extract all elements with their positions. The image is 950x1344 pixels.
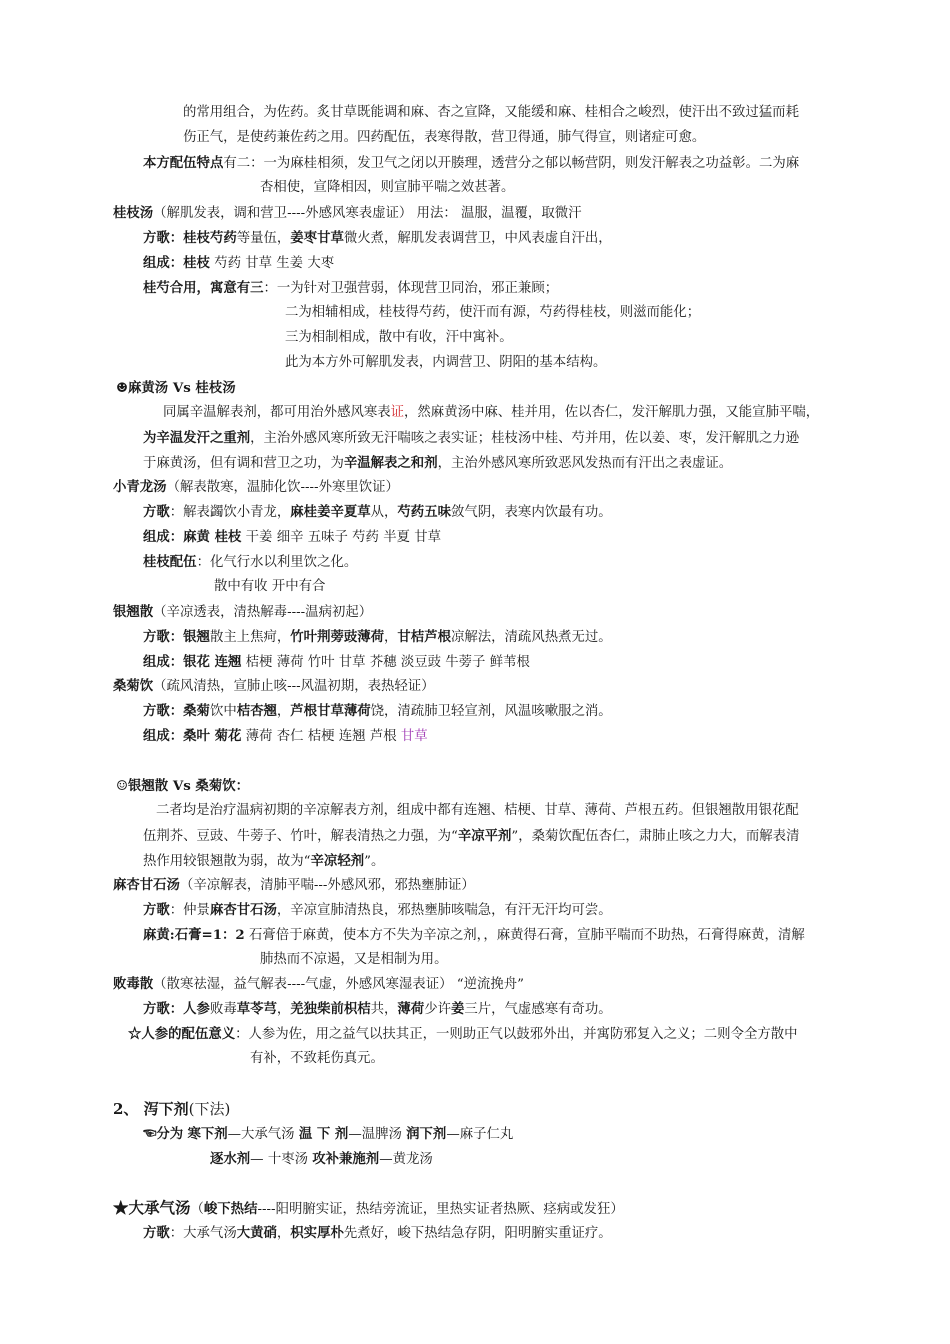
- renshen-line1: [128, 1024, 798, 1045]
- text-segment: 伍荆芥、豆豉、牛蒡子、竹叶，解表清热之力强，为“: [143, 829, 458, 844]
- text-segment: 辛温解表之和剂: [343, 455, 438, 471]
- text-segment: （: [190, 1202, 204, 1217]
- text-segment: ，: [276, 704, 291, 719]
- text-segment: 逐水剂: [210, 1151, 251, 1167]
- text-segment: — 十枣汤: [250, 1152, 313, 1167]
- vs2-line3: [143, 851, 384, 872]
- text-segment: 二者均是治疗温病初期的辛凉解表方剂，组成中都有连翘、桔梗、甘草、薄荷、芦根五药。但银翘散用银花配: [156, 803, 799, 818]
- baidu-fangge: [143, 999, 612, 1020]
- yinqiao-fangge: [143, 627, 612, 648]
- text-segment: ，主治外感风寒所致恶风发热而有汗出之表虚证。: [437, 456, 733, 471]
- text-segment: 银翘散: [113, 604, 154, 620]
- text-segment: 方歌：人参: [143, 1001, 210, 1017]
- text-segment: 小青龙汤: [113, 479, 167, 495]
- text-segment: 姜枣甘草: [290, 230, 344, 246]
- text-segment: 峻下热结: [203, 1201, 258, 1217]
- text-segment: 散中有收 开中有合: [214, 579, 326, 594]
- xiaoqinglong-peiwu2: [214, 577, 325, 597]
- text-segment: 组成：桂枝: [143, 255, 210, 271]
- text-segment: ，: [276, 1226, 291, 1241]
- text-segment: 薄荷: [397, 1001, 425, 1017]
- xiaoqinglong-peiwu1: [143, 552, 357, 573]
- text-segment: 微火煮，解肌发表调营卫，中风表虚自汗出，: [343, 231, 612, 246]
- text-segment: 散主上焦疴，: [209, 630, 291, 645]
- vs1-line2: [143, 428, 799, 449]
- mahuang-note-line2: [183, 128, 705, 148]
- text-segment: 麻杏甘石汤: [113, 877, 180, 893]
- text-segment: 寒下剂: [187, 1126, 228, 1142]
- vs2-line2: [143, 826, 799, 847]
- text-segment: 枳实厚朴: [290, 1225, 344, 1241]
- text-segment: ”，桑菊饮配伍杏仁，肃肺止咳之力大，而解表清: [511, 829, 800, 844]
- guishao-line1: [143, 278, 558, 299]
- text-segment: 姜: [450, 1001, 465, 1017]
- text-segment: 攻补兼施剂: [312, 1151, 380, 1167]
- text-segment: 干姜 细辛 五味子 芍药 半夏 甘草: [241, 530, 442, 545]
- text-segment: ：大承气汤: [169, 1226, 237, 1241]
- xiaoqinglong-title: [113, 477, 399, 498]
- xiaxie-section-title: [113, 1099, 230, 1119]
- text-segment: 石膏倍于麻黄，使本方不失为辛凉之剂，，麻黄得石膏，宣肺平喘而不助热，石膏得麻黄，清解: [244, 928, 805, 943]
- text-segment: ：化气行水以利里饮之化。: [196, 555, 358, 570]
- text-segment: 肺热而不凉遏，又是相制为用。: [260, 952, 448, 967]
- text-segment: 桂枝汤: [113, 205, 154, 221]
- baidu-title: [113, 974, 524, 995]
- text-segment: 的常用组合，为佐药。炙甘草既能调和麻、杏之宣降，又能缓和麻、桂相合之峻烈，使汗出不致过猛而耗: [183, 105, 799, 120]
- text-segment: ：人参为佐，用之益气以扶其正，一则助正气以鼓邪外出，并寓防邪复入之义；二则令全方散中: [235, 1027, 798, 1042]
- text-segment: 本方配伍特点: [143, 155, 224, 171]
- text-segment: —麻子仁丸: [446, 1127, 514, 1142]
- text-segment: 方歌：桑菊: [143, 703, 210, 719]
- text-segment: 桔杏翘: [236, 703, 277, 719]
- text-segment: 此为本方外可解肌发表，内调营卫、阴阳的基本结构。: [285, 355, 607, 370]
- text-segment: 竹叶荆蒡豉薄荷: [290, 629, 385, 645]
- text-segment: 同属辛温解表剂，都可用治外感风寒表: [163, 405, 391, 420]
- text-segment: 为辛温发汗之重剂: [143, 430, 251, 446]
- text-segment: 辛凉轻剂: [310, 853, 365, 869]
- text-segment: 润下剂: [406, 1126, 447, 1142]
- text-segment: 方歌: [143, 1225, 170, 1241]
- guishao-line3: [285, 328, 513, 348]
- text-segment: —大承气汤: [227, 1127, 299, 1142]
- text-segment: （散寒祛湿，益气解表----气虚，外感风寒湿表证） “逆流挽舟”: [153, 977, 524, 992]
- text-segment: （疏风清热，宣肺止咳---风温初期，表热轻证）: [153, 679, 435, 694]
- text-segment: 甘草: [400, 729, 428, 744]
- vs2-line1: [156, 801, 799, 821]
- text-segment: ☺银翘散 Vs 桑菊饮：: [116, 778, 249, 794]
- text-segment: 辛凉平剂: [457, 828, 512, 844]
- text-segment: 组成：桑叶 菊花: [143, 728, 242, 744]
- text-segment: ，辛凉宣肺清热良，邪热壅肺咳喘急，有汗无汗均可尝。: [276, 903, 612, 918]
- text-segment: ☆人参的配伍意义: [128, 1026, 236, 1042]
- text-segment: ：一为针对卫强营弱，体现营卫同治，邪正兼顾；: [263, 281, 559, 296]
- yinqiao-zucheng: [143, 652, 530, 673]
- maxing-ratio-line1: [143, 925, 805, 946]
- text-segment: 方歌：银翘: [143, 629, 210, 645]
- maxing-ratio-line2: [260, 950, 447, 970]
- text-segment: 二为相辅相成，桂枝得芍药，使汗而有源，芍药得桂枝，则滋而能化；: [285, 305, 701, 320]
- text-segment: 凉解法，清疏风热煮无过。: [450, 630, 612, 645]
- text-segment: 方歌: [143, 504, 170, 520]
- renshen-line2: [250, 1049, 384, 1069]
- sangju-title: [113, 676, 435, 697]
- text-segment: —黄龙汤: [379, 1152, 433, 1167]
- text-segment: ，: [276, 1002, 291, 1017]
- text-segment: 芍药 甘草 生姜 大枣: [209, 256, 335, 271]
- text-segment: 草苓芎: [236, 1001, 277, 1017]
- mahuang-note-line1: [183, 103, 799, 123]
- text-segment: 饶，清疏肺卫轻宣剂，风温咳嗽服之消。: [370, 704, 612, 719]
- text-segment: 芦根甘草薄荷: [290, 703, 371, 719]
- maxing-title: [113, 875, 475, 896]
- text-segment: 组成：银花 连翘: [143, 654, 242, 670]
- text-segment: 杏相使，宣降相因，则宣肺平喘之效甚著。: [260, 180, 515, 195]
- text-segment: （解表散寒，温肺化饮----外寒里饮证）: [166, 480, 399, 495]
- text-segment: 等量伍，: [236, 231, 291, 246]
- text-segment: （辛凉透表，清热解毒----温病初起）: [153, 605, 373, 620]
- vs1-line1: [163, 403, 819, 423]
- maxing-fangge: [143, 900, 612, 921]
- text-segment: 麻桂姜辛夏草: [290, 504, 371, 520]
- text-segment: 败毒散: [113, 976, 154, 992]
- text-segment: 有二：一为麻桂相须，发卫气之闭以开腠理，透营分之郁以畅营阴，则发汗解表之功益彰。二为麻: [223, 156, 800, 171]
- text-segment: 共，: [370, 1002, 398, 1017]
- text-segment: 桔梗 薄荷 竹叶 甘草 芥穗 淡豆豉 牛蒡子 鲜苇根: [241, 655, 530, 670]
- text-segment: 羌独柴前枳桔: [290, 1001, 371, 1017]
- text-segment: 先煮好，峻下热结急存阴，阳明腑实重证疗。: [343, 1226, 612, 1241]
- text-segment: 麻黄:石膏=1：2: [143, 927, 245, 943]
- text-segment: 桂芍合用，寓意有三: [143, 280, 264, 296]
- text-segment: 三片，气虚感寒有奇功。: [464, 1002, 612, 1017]
- text-segment: 桑菊饮: [113, 678, 154, 694]
- text-segment: ：解表蠲饮小青龙，: [169, 505, 291, 520]
- dachengqi-title: [113, 1198, 624, 1220]
- yinqiao-title: [113, 602, 372, 623]
- text-segment: ☻麻黄汤 Vs 桂枝汤: [116, 380, 236, 396]
- guishao-line4: [285, 353, 606, 373]
- text-segment: 组成：麻黄 桂枝: [143, 529, 242, 545]
- text-segment: 于麻黄汤，但有调和营卫之功，为: [143, 456, 344, 471]
- text-segment: （辛凉解表，清肺平喘---外感风邪，邪热壅肺证）: [179, 878, 475, 893]
- yinqiao-vs-sangju-title: [116, 776, 249, 797]
- text-segment: 2、 泻下剂: [113, 1100, 189, 1118]
- text-segment: 热作用较银翘散为弱，故为“: [143, 854, 311, 869]
- text-segment: 三为相制相成，散中有收，汗中寓补。: [285, 330, 513, 345]
- guizhi-title: [113, 203, 582, 224]
- text-segment: 芍药五味: [397, 504, 451, 520]
- text-segment: 方歌：桂枝芍药: [143, 230, 237, 246]
- text-segment: 大黄硝: [236, 1225, 277, 1241]
- text-segment: 敛气阴，表寒内饮最有功。: [450, 505, 612, 520]
- text-segment: 桂枝配伍: [143, 554, 197, 570]
- peiwu-tedian-line1: [143, 153, 799, 174]
- text-segment: 温 下 剂: [298, 1126, 349, 1142]
- text-segment: 败毒: [209, 1002, 237, 1017]
- guizhi-fangge: [143, 228, 612, 249]
- text-segment: （解肌发表，调和营卫----外感风寒表虚证） 用法： 温服，温覆，取微汗: [153, 206, 582, 221]
- text-segment: ★大承气汤: [113, 1198, 191, 1217]
- text-segment: ：仲景: [169, 903, 210, 918]
- text-segment: (下法): [188, 1100, 231, 1118]
- peiwu-tedian-line2: [260, 178, 514, 198]
- text-segment: 麻杏甘石汤: [209, 902, 277, 918]
- xiaoqinglong-zucheng: [143, 527, 441, 548]
- text-segment: 方歌: [143, 902, 170, 918]
- xiaxie-fenwei-1: [143, 1124, 513, 1145]
- xiaoqinglong-fangge: [143, 502, 612, 523]
- text-segment: 有补，不致耗伤真元。: [250, 1051, 384, 1066]
- text-segment: ”。: [364, 854, 385, 869]
- text-segment: ，主治外感风寒所致无汗喘咳之表实证；桂枝汤中桂、芍并用，佐以姜、枣，发汗解肌之力逊: [250, 431, 800, 446]
- vs1-line3: [143, 453, 732, 474]
- text-segment: ----阳明腑实证，热结旁流证，里热实证者热厥、痉病或发狂）: [257, 1202, 624, 1217]
- text-segment: 饮中: [209, 704, 237, 719]
- text-segment: ，然麻黄汤中麻、桂并用，佐以杏仁，发汗解肌力强，又能宣肺平喘，: [404, 405, 820, 420]
- text-segment: 证: [390, 405, 405, 420]
- text-segment: 薄荷 杏仁 桔梗 连翘 芦根: [241, 729, 401, 744]
- text-segment: 少许: [424, 1002, 451, 1017]
- text-segment: 伤正气，是使药兼佐药之用。四药配伍，表寒得散，营卫得通，肺气得宣，则诸症可愈。: [183, 130, 706, 145]
- xiaxie-fenwei-2: [210, 1149, 433, 1170]
- text-segment: ☜分为: [143, 1126, 184, 1142]
- text-segment: ，: [384, 630, 398, 645]
- mahuang-vs-guizhi-title: [116, 378, 236, 399]
- text-segment: 从，: [370, 505, 398, 520]
- sangju-zucheng: [143, 726, 428, 747]
- sangju-fangge: [143, 701, 612, 722]
- guizhi-zucheng: [143, 253, 334, 274]
- text-segment: —温脾汤: [348, 1127, 407, 1142]
- guishao-line2: [285, 303, 700, 323]
- dachengqi-fangge: [143, 1223, 612, 1244]
- text-segment: 甘桔芦根: [397, 629, 451, 645]
